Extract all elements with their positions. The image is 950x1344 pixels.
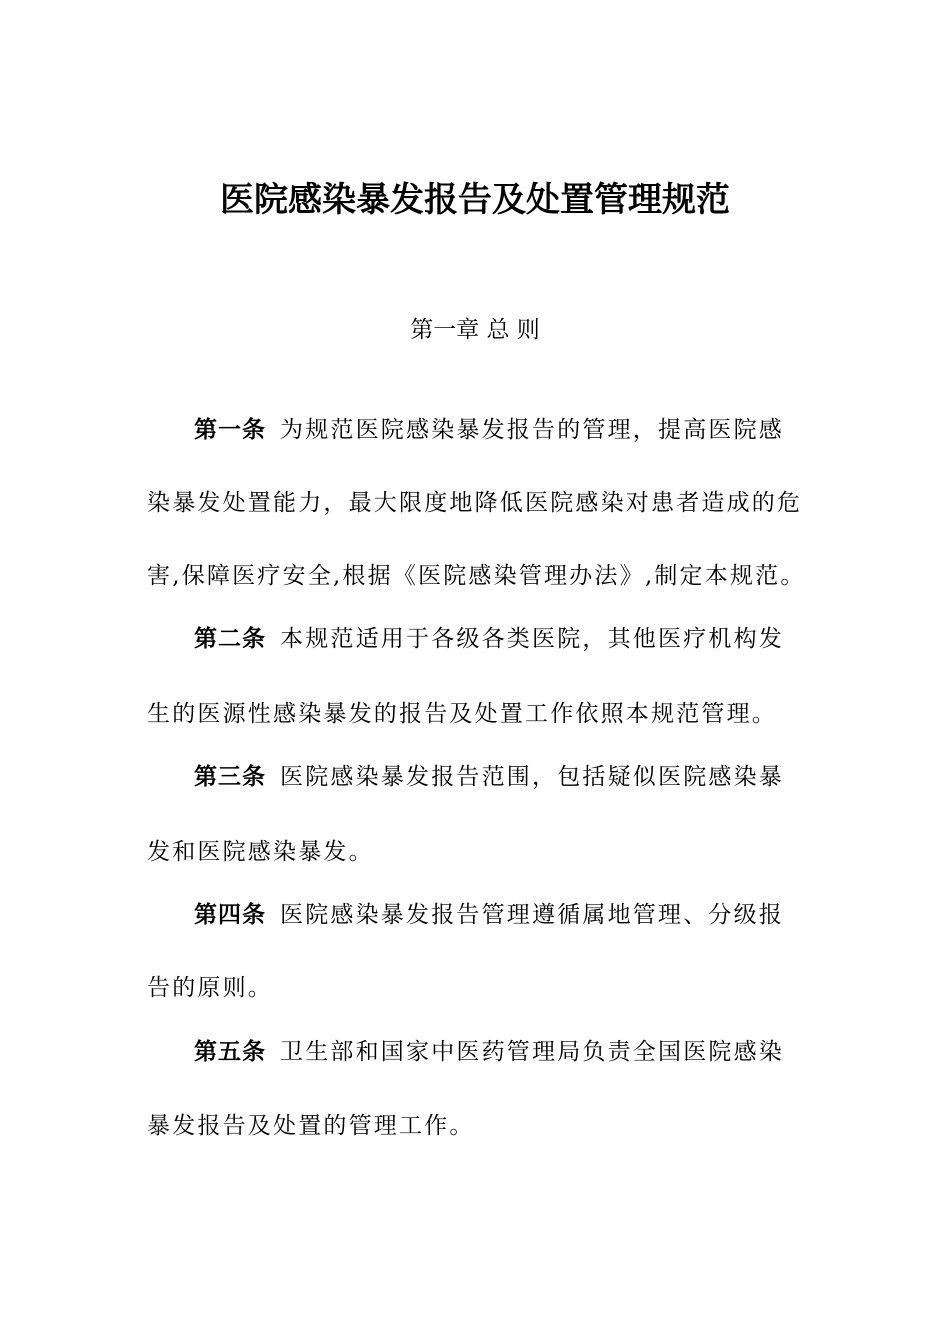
article-4-label: 第四条 — [194, 902, 266, 928]
article-3-label: 第三条 — [194, 764, 266, 790]
article-2-label: 第二条 — [194, 626, 266, 652]
article-5-label: 第五条 — [194, 1039, 266, 1065]
article-3-text-1: 医院感染暴发报告范围，包括疑似医院感染暴 — [280, 764, 784, 790]
article-5-line-1 — [194, 1034, 874, 1070]
article-4-text-1: 医院感染暴发报告管理遵循属地管理、分级报 — [280, 902, 784, 928]
article-2-line-2: 生的医源性感染暴发的报告及处置工作依照本规范管理。 — [147, 701, 777, 727]
article-5-text-1: 卫生部和国家中医药管理局负责全国医院感染 — [280, 1039, 784, 1065]
article-5-line-2: 暴发报告及处置的管理工作。 — [147, 1113, 475, 1139]
document-title: 医院感染暴发报告及处置管理规范 — [220, 180, 730, 220]
article-1-text-1: 为规范医院感染暴发报告的管理，提高医院感 — [280, 417, 784, 443]
article-1-label: 第一条 — [194, 417, 266, 443]
chapter-heading: 第一章 总 则 — [410, 317, 540, 343]
article-4-line-1 — [194, 897, 874, 933]
article-1-line-1 — [194, 412, 874, 448]
article-3-line-2: 发和医院感染暴发。 — [147, 839, 374, 865]
article-2-text-1: 本规范适用于各级各类医院，其他医疗机构发 — [280, 626, 784, 652]
article-4-line-2: 告的原则。 — [147, 975, 273, 1001]
article-3-line-1 — [194, 759, 874, 795]
article-1-line-3: 害,保障医疗安全,根据《医院感染管理办法》,制定本规范。 — [147, 563, 806, 589]
article-2-line-1 — [194, 621, 874, 657]
article-1-line-2: 染暴发处置能力，最大限度地降低医院感染对患者造成的危 — [147, 490, 803, 516]
